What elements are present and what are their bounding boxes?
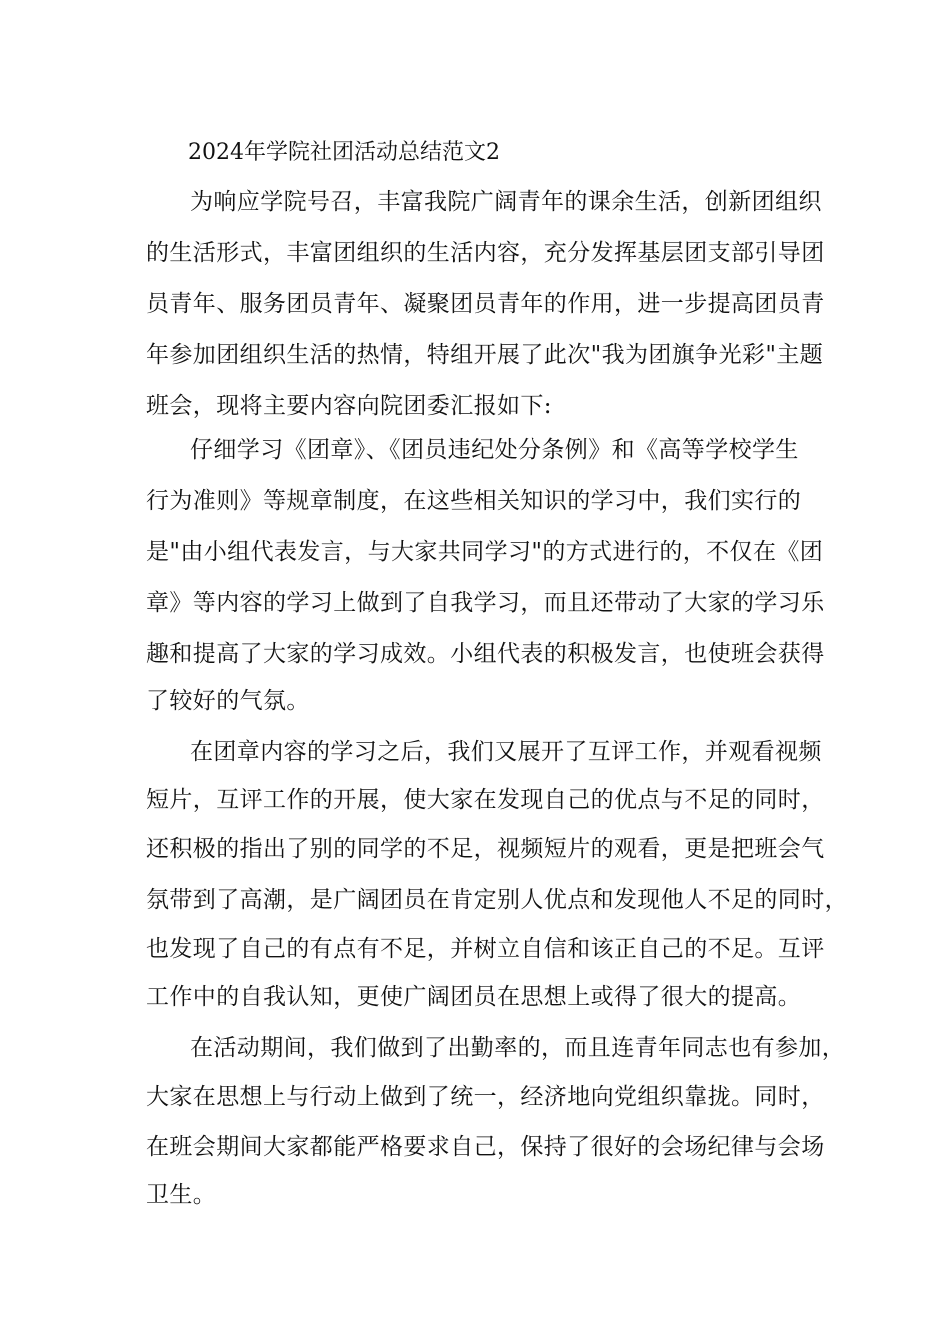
paragraph-1-line-1: 为响应学院号召，丰富我院广阔青年的课余生活，创新团组织	[190, 189, 822, 215]
paragraph-1-line-4: 年参加团组织生活的热情，特组开展了此次"我为团旗争光彩"主题	[146, 342, 824, 368]
paragraph-3-line-1: 在团章内容的学习之后，我们又展开了互评工作，并观看视频	[190, 739, 822, 765]
paragraph-3-line-6: 工作中的自我认知，更使广阔团员在思想上或得了很大的提高。	[146, 984, 802, 1010]
paragraph-2-line-3: 是"由小组代表发言，与大家共同学习"的方式进行的，不仅在《团	[146, 539, 824, 565]
paragraph-2-line-5: 趣和提高了大家的学习成效。小组代表的积极发言，也使班会获得	[146, 641, 825, 667]
paragraph-4-line-2: 大家在思想上与行动上做到了统一，经济地向党组织靠拢。同时，	[146, 1084, 825, 1110]
paragraph-2-line-4: 章》等内容的学习上做到了自我学习，而且还带动了大家的学习乐	[146, 590, 825, 616]
paragraph-1-line-2: 的生活形式，丰富团组织的生活内容，充分发挥基层团支部引导团	[146, 240, 825, 266]
paragraph-4-line-1: 在活动期间，我们做到了出勤率的，而且连青年同志也有参加，	[190, 1035, 846, 1061]
paragraph-3-line-2: 短片，互评工作的开展，使大家在发现自己的优点与不足的同时，	[146, 787, 825, 813]
paragraph-2-line-2: 行为准则》等规章制度，在这些相关知识的学习中，我们实行的	[146, 488, 802, 514]
paragraph-4-line-4: 卫生。	[146, 1182, 217, 1208]
paragraph-1-line-5: 班会，现将主要内容向院团委汇报如下:	[146, 393, 552, 419]
paragraph-3-line-5: 也发现了自己的有点有不足，并树立自信和该正自己的不足。互评	[146, 936, 825, 962]
paragraph-2-line-6: 了较好的气氛。	[146, 688, 310, 714]
paragraph-3-line-4: 氛带到了高潮，是广阔团员在肯定别人优点和发现他人不足的同时，	[146, 887, 848, 913]
paragraph-3-line-3: 还积极的指出了别的同学的不足，视频短片的观看，更是把班会气	[146, 836, 825, 862]
paragraph-2-line-1: 仔细学习《团章》、《团员违纪处分条例》和《高等学校学生	[190, 437, 799, 463]
paragraph-4-line-3: 在班会期间大家都能严格要求自己，保持了很好的会场纪律与会场	[146, 1134, 825, 1160]
paragraph-1-line-3: 员青年、服务团员青年、凝聚团员青年的作用，进一步提高团员青	[146, 291, 825, 317]
document-title: 2024年学院社团活动总结范文2	[188, 140, 500, 165]
